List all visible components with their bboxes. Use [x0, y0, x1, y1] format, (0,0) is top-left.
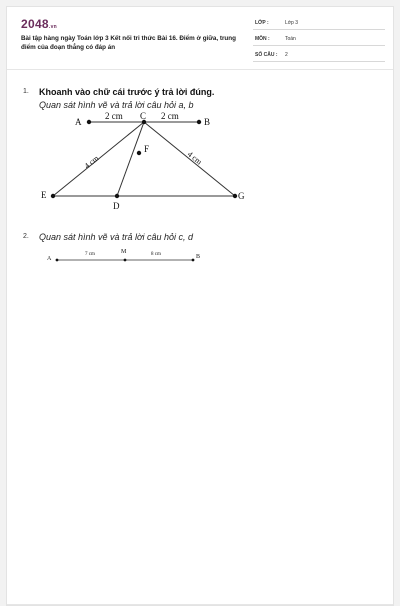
length-label-ce: 4 cm	[82, 153, 101, 171]
length-label-mb: 8 cm	[151, 252, 161, 257]
point-f	[137, 151, 141, 155]
point-g	[233, 194, 237, 198]
meta-value-subject: Toán	[285, 36, 296, 42]
label-a: A	[75, 117, 82, 127]
meta-row-class	[253, 17, 385, 30]
document-title: Bài tập hàng ngày Toán lớp 3 Kết nối tri thức Bài 16. Điểm ở giữa, trung điểm của đoạn thẳng có đáp án	[21, 35, 236, 51]
worksheet-header	[7, 7, 393, 70]
point-d	[115, 194, 119, 198]
meta-label-class: LỚP :	[255, 20, 269, 26]
label-b-2: B	[196, 254, 201, 260]
question-1-number: 1.	[23, 88, 29, 95]
length-label-cb: 2 cm	[161, 111, 179, 121]
point-a	[87, 120, 91, 124]
question-1-figure	[7, 111, 395, 231]
point-a-2	[56, 259, 59, 262]
meta-value-class: Lớp 3	[285, 20, 299, 26]
logo-suffix: .vn	[48, 24, 58, 30]
meta-row-subject	[253, 33, 385, 46]
label-b: B	[204, 117, 211, 127]
page-bottom-border	[7, 604, 393, 605]
label-e: E	[41, 190, 47, 200]
worksheet-page	[6, 6, 394, 606]
label-c: C	[140, 111, 147, 121]
question-2-figure	[7, 243, 395, 273]
label-g: G	[238, 191, 245, 201]
question-1-subtext: Quan sát hình vẽ và trả lời câu hỏi a, b	[39, 100, 194, 110]
label-d: D	[113, 201, 120, 211]
label-a-2: A	[47, 256, 52, 262]
meta-label-subject: MÔN :	[255, 36, 270, 42]
length-label-ac: 2 cm	[105, 111, 123, 121]
point-m	[124, 259, 127, 262]
label-f: F	[144, 144, 150, 154]
question-2-number: 2.	[23, 233, 29, 240]
site-logo[interactable]	[21, 17, 57, 31]
meta-row-question-count	[253, 49, 385, 62]
point-b	[197, 120, 201, 124]
point-e	[51, 194, 55, 198]
meta-label-question-count: SỐ CÂU :	[255, 52, 278, 58]
label-m: M	[121, 249, 127, 255]
point-b-2	[192, 259, 195, 262]
logo-text: 2048	[21, 17, 49, 31]
question-1-text: Khoanh vào chữ cái trước ý trả lời đúng.	[39, 87, 215, 97]
length-label-am: 7 cm	[85, 252, 95, 257]
length-label-cg: 4 cm	[185, 149, 204, 167]
question-2-text: Quan sát hình vẽ và trả lời câu hỏi c, d	[39, 232, 194, 242]
meta-value-question-count: 2	[285, 52, 288, 58]
